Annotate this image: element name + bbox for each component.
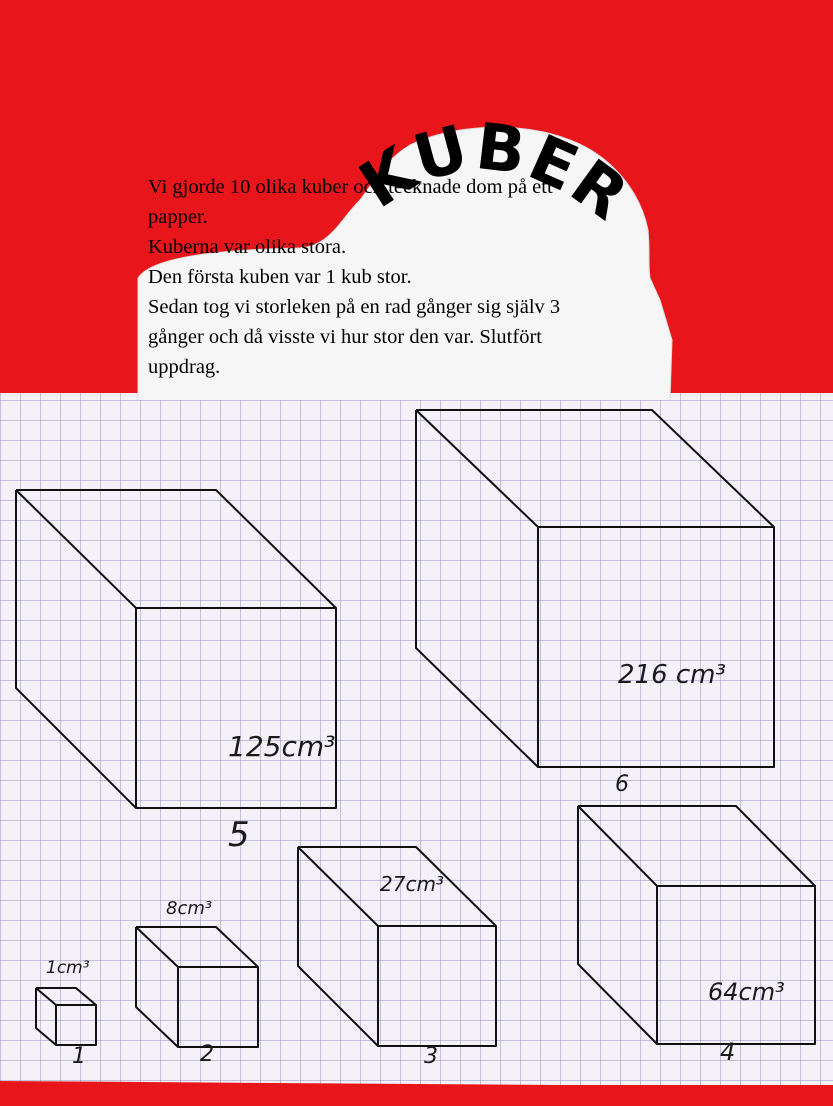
cube-3-volume: 27cm³ [380, 872, 444, 896]
intro-line: gånger och då visste vi hur stor den var. Slutfört [148, 326, 542, 348]
cube-2-volume: 8cm³ [166, 898, 213, 919]
intro-line: papper. [148, 206, 208, 228]
cube-1-number: 1 [72, 1044, 86, 1069]
cube-4-volume: 64cm³ [708, 978, 785, 1006]
intro-line: Vi gjorde 10 olika kuber och tecknade dom på ett [148, 176, 553, 198]
cube-4-number: 4 [720, 1038, 736, 1066]
cube-1-volume: 1cm³ [46, 958, 90, 978]
title-text: KUBER [347, 110, 643, 237]
cube-6-number: 6 [615, 772, 629, 797]
cube-6-volume: 216 cm³ [618, 660, 726, 690]
intro-text [148, 172, 678, 382]
intro-line: Den första kuben var 1 kub stor. [148, 266, 412, 288]
cube-5-volume: 125cm³ [228, 730, 336, 763]
cube-2-number: 2 [200, 1042, 214, 1067]
cube-3-number: 3 [424, 1044, 438, 1069]
intro-line: uppdrag. [148, 356, 221, 378]
intro-line: Kuberna var olika stora. [148, 236, 347, 258]
cube-5-number: 5 [228, 815, 250, 855]
intro-line: Sedan tog vi storleken på en rad gånger sig själv 3 [148, 296, 561, 318]
